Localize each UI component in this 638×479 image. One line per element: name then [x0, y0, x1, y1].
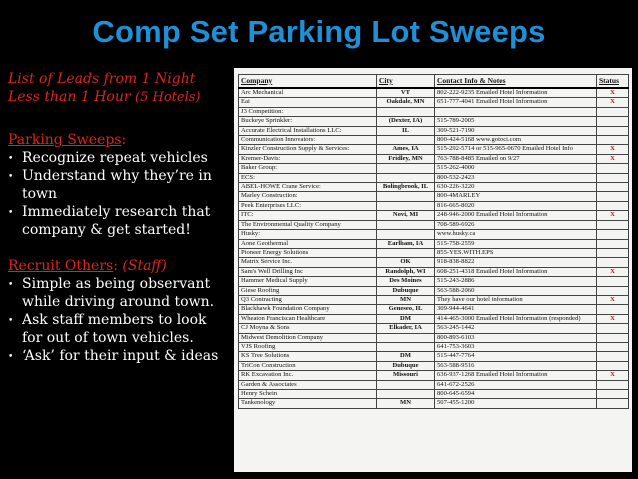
- table-cell-status: X: [597, 154, 629, 163]
- table-cell-status: [597, 164, 629, 173]
- table-cell-status: [597, 239, 629, 248]
- table-cell-company: CJ Moyna & Sons: [239, 324, 377, 333]
- sweeps-heading: Parking Sweeps:: [8, 132, 127, 148]
- table-cell-contact: 515-789-2005: [435, 117, 597, 126]
- table-header-row: [239, 75, 629, 89]
- table-cell-company: Blackhawk Foundation Company: [239, 305, 377, 314]
- leads-heading-line1: List of Leads from 1 Night: [8, 71, 196, 87]
- table-row: [239, 361, 629, 370]
- table-cell-status: [597, 230, 629, 239]
- table-cell-contact: 630-226-3220: [435, 183, 597, 192]
- table-cell-status: X: [597, 98, 629, 107]
- table-row: [239, 183, 629, 192]
- table-cell-contact: 515-292-5714 or 515-965-0670 Emailed Hotel Info: [435, 145, 597, 154]
- table-cell-status: X: [597, 267, 629, 276]
- bullet-item: • Ask staff members to look for out of town vehicles.: [8, 311, 230, 347]
- table-cell-city: [377, 333, 435, 342]
- table-cell-city: DM: [377, 352, 435, 361]
- table-cell-company: Peek Enterprises LLC:: [239, 201, 377, 210]
- bullet-item: • Immediately research that company & get started!: [8, 203, 230, 239]
- table-cell-status: [597, 220, 629, 229]
- table-cell-status: [597, 183, 629, 192]
- table-row: [239, 126, 629, 135]
- table-cell-company: Eai: [239, 98, 377, 107]
- table-cell-status: X: [597, 145, 629, 154]
- table-cell-company: ECS:: [239, 173, 377, 182]
- table-cell-status: [597, 136, 629, 145]
- table-cell-status: [597, 201, 629, 210]
- recruit-label: Recruit Others: [8, 258, 114, 274]
- table-cell-company: Baker Group:: [239, 164, 377, 173]
- table-cell-status: [597, 286, 629, 295]
- table-cell-status: [597, 248, 629, 257]
- table-cell-company: Henry Schein: [239, 390, 377, 399]
- table-cell-company: KS Tree Solutions: [239, 352, 377, 361]
- table-row: [239, 211, 629, 220]
- table-cell-status: [597, 324, 629, 333]
- table-cell-city: [377, 230, 435, 239]
- column-header: City: [377, 75, 435, 89]
- table-row: [239, 333, 629, 342]
- table-cell-contact: 800-532-2423: [435, 173, 597, 182]
- table-cell-contact: 800-645-6594: [435, 390, 597, 399]
- table-cell-contact: 641-753-3603: [435, 342, 597, 351]
- table-cell-company: Hammer Medical Supply: [239, 277, 377, 286]
- table-cell-city: MN: [377, 399, 435, 408]
- table-row: [239, 145, 629, 154]
- table-cell-company: Kinzler Construction Supply & Services:: [239, 145, 377, 154]
- table-cell-status: X: [597, 371, 629, 380]
- table-cell-status: [597, 380, 629, 389]
- table-cell-contact: 248-946-2000 Emailed Hotel Information: [435, 211, 597, 220]
- table-cell-status: X: [597, 314, 629, 323]
- table-row: [239, 342, 629, 351]
- table-cell-contact: 800-4MARLEY: [435, 192, 597, 201]
- table-cell-contact: 816-665-8020: [435, 201, 597, 210]
- table-cell-contact: 515-447-7764: [435, 352, 597, 361]
- table-row: [239, 192, 629, 201]
- table-cell-city: [377, 248, 435, 257]
- table-row: [239, 399, 629, 408]
- table-cell-company: Tankenology: [239, 399, 377, 408]
- leads-heading-paren: (5 Hotels): [135, 90, 201, 105]
- table-cell-status: [597, 361, 629, 370]
- table-cell-contact: 802-222-9235 Emailed Hotel Information: [435, 88, 597, 98]
- table-cell-contact: 855-YES.WITH.EPS: [435, 248, 597, 257]
- leads-document-image: [234, 68, 632, 472]
- table-row: [239, 267, 629, 276]
- column-header: Contact Info & Notes: [435, 75, 597, 89]
- recruit-heading: Recruit Others: (Staff): [8, 258, 167, 274]
- table-cell-city: IL: [377, 126, 435, 135]
- table-row: [239, 277, 629, 286]
- column-header: Company: [239, 75, 377, 89]
- table-cell-status: [597, 192, 629, 201]
- table-cell-company: Sam's Well Drilling Inc: [239, 267, 377, 276]
- leads-heading-line2: Less than 1 Hour (5 Hotels): [8, 89, 201, 105]
- table-cell-company: Communication Innovators:: [239, 136, 377, 145]
- table-cell-contact: 708-589-6926: [435, 220, 597, 229]
- table-cell-company: Aone Geothermal: [239, 239, 377, 248]
- table-row: [239, 117, 629, 126]
- table-cell-city: Missouri: [377, 371, 435, 380]
- table-row: [239, 324, 629, 333]
- table-cell-contact: 515-262-4000: [435, 164, 597, 173]
- bullet-item: • ‘Ask’ for their input & ideas: [8, 347, 230, 365]
- table-cell-city: [377, 192, 435, 201]
- bullet-item: • Recognize repeat vehicles: [8, 149, 230, 167]
- table-cell-contact: 515-243-2886: [435, 277, 597, 286]
- table-cell-company: Giese Roofing: [239, 286, 377, 295]
- table-cell-company: Accurate Electrical Installations LLC:: [239, 126, 377, 135]
- table-cell-company: VJS Roofing: [239, 342, 377, 351]
- table-cell-contact: 763-788-8485 Emailed on 9/27: [435, 154, 597, 163]
- table-cell-contact: 563-588-2060: [435, 286, 597, 295]
- table-cell-company: Midwest Demolition Company: [239, 333, 377, 342]
- table-cell-city: VT: [377, 88, 435, 98]
- table-row: [239, 107, 629, 116]
- table-cell-company: TriCon Construction: [239, 361, 377, 370]
- table-cell-city: Des Moines: [377, 277, 435, 286]
- table-cell-city: [377, 220, 435, 229]
- table-cell-city: Randolph, WI: [377, 267, 435, 276]
- table-cell-company: The Environmental Quality Company: [239, 220, 377, 229]
- table-row: [239, 314, 629, 323]
- table-cell-city: OK: [377, 258, 435, 267]
- table-row: [239, 380, 629, 389]
- table-cell-city: [377, 107, 435, 116]
- table-row: [239, 173, 629, 182]
- table-row: [239, 98, 629, 107]
- table-row: [239, 230, 629, 239]
- table-cell-company: ITC:: [239, 211, 377, 220]
- table-cell-city: [377, 380, 435, 389]
- table-cell-status: X: [597, 211, 629, 220]
- table-cell-status: [597, 399, 629, 408]
- table-cell-company: Garden & Associates: [239, 380, 377, 389]
- table-cell-city: [377, 164, 435, 173]
- table-row: [239, 295, 629, 304]
- table-row: [239, 136, 629, 145]
- table-row: [239, 352, 629, 361]
- table-cell-contact: 563-588-9516: [435, 361, 597, 370]
- table-cell-contact: 563-245-1442: [435, 324, 597, 333]
- sweeps-label: Parking Sweeps: [8, 132, 122, 148]
- leads-heading: [8, 70, 230, 107]
- table-row: [239, 286, 629, 295]
- table-cell-city: [377, 390, 435, 399]
- table-cell-company: Q3 Contracting: [239, 295, 377, 304]
- table-cell-status: [597, 390, 629, 399]
- table-cell-city: Fridley, MN: [377, 154, 435, 163]
- table-cell-city: [377, 136, 435, 145]
- table-cell-contact: 641-672-2526: [435, 380, 597, 389]
- table-row: [239, 258, 629, 267]
- leads-table: [238, 74, 629, 409]
- table-row: [239, 371, 629, 380]
- table-cell-city: Earlham, IA: [377, 239, 435, 248]
- table-cell-city: Geneseo, IL: [377, 305, 435, 314]
- table-cell-city: MN: [377, 295, 435, 304]
- table-row: [239, 154, 629, 163]
- table-cell-contact: 636-937-1268 Emailed Hotel Information: [435, 371, 597, 380]
- table-cell-contact: 800-893-6103: [435, 333, 597, 342]
- table-cell-company: Marley Construction:: [239, 192, 377, 201]
- table-row: [239, 305, 629, 314]
- column-header: Status: [597, 75, 629, 89]
- table-cell-company: RK Excavation Inc.: [239, 371, 377, 380]
- table-cell-city: [377, 342, 435, 351]
- table-cell-status: [597, 305, 629, 314]
- table-cell-contact: 309-521-7190: [435, 126, 597, 135]
- table-row: [239, 390, 629, 399]
- table-row: [239, 239, 629, 248]
- table-cell-company: Wheaton Franciscan Healthcare: [239, 314, 377, 323]
- table-cell-status: [597, 117, 629, 126]
- table-row: [239, 220, 629, 229]
- table-cell-city: Oakdale, MN: [377, 98, 435, 107]
- table-cell-status: [597, 342, 629, 351]
- left-text-panel: [8, 70, 230, 365]
- table-cell-status: [597, 333, 629, 342]
- table-cell-status: [597, 126, 629, 135]
- table-cell-status: [597, 107, 629, 116]
- table-cell-city: Elkader, IA: [377, 324, 435, 333]
- table-cell-company: J3 Competition:: [239, 107, 377, 116]
- table-cell-contact: 608-251-4318 Emailed Hotel Information: [435, 267, 597, 276]
- table-cell-city: DM: [377, 314, 435, 323]
- table-row: [239, 164, 629, 173]
- table-cell-company: Kremer-Davis:: [239, 154, 377, 163]
- table-cell-company: Matrix Service Inc.: [239, 258, 377, 267]
- table-cell-contact: 515-758-2559: [435, 239, 597, 248]
- table-cell-status: X: [597, 88, 629, 98]
- table-cell-city: [377, 173, 435, 182]
- table-cell-company: Husky:: [239, 230, 377, 239]
- table-row: [239, 88, 629, 98]
- table-cell-contact: They have our hotel information: [435, 295, 597, 304]
- table-cell-status: [597, 258, 629, 267]
- bullet-item: • Simple as being observant while driving around town.: [8, 275, 230, 311]
- table-cell-company: ABEL-HOWE Crane Service:: [239, 183, 377, 192]
- table-cell-contact: www.husky.ca: [435, 230, 597, 239]
- table-row: [239, 201, 629, 210]
- table-cell-company: Buckeye Sprinkler:: [239, 117, 377, 126]
- table-cell-status: [597, 352, 629, 361]
- table-row: [239, 248, 629, 257]
- table-cell-contact: 651-777-4041 Emailed Hotel Information: [435, 98, 597, 107]
- table-cell-contact: 507-455-1200: [435, 399, 597, 408]
- table-cell-city: Novi, MI: [377, 211, 435, 220]
- table-cell-status: [597, 277, 629, 286]
- table-cell-status: X: [597, 295, 629, 304]
- table-cell-company: Arc Mechanical: [239, 88, 377, 98]
- slide-title: Comp Set Parking Lot Sweeps: [92, 14, 546, 49]
- table-cell-contact: 918-838-8822: [435, 258, 597, 267]
- table-cell-company: Pioneer Energy Solutions: [239, 248, 377, 257]
- table-cell-city: Bolingbrook, IL: [377, 183, 435, 192]
- recruit-paren: (Staff): [122, 258, 167, 274]
- table-cell-status: [597, 173, 629, 182]
- recruit-bullet-list: [8, 275, 230, 365]
- table-cell-contact: [435, 107, 597, 116]
- table-cell-city: Dubuque: [377, 286, 435, 295]
- table-cell-city: (Dexter, IA): [377, 117, 435, 126]
- bullet-item: • Understand why they’re in town: [8, 167, 230, 203]
- table-cell-city: Ames, IA: [377, 145, 435, 154]
- sweeps-bullet-list: [8, 149, 230, 239]
- table-cell-contact: 800-424-5168 www.gotoci.com: [435, 136, 597, 145]
- table-cell-city: Dubuque: [377, 361, 435, 370]
- table-cell-contact: 414-465-3000 Emailed Hotel Information (responded): [435, 314, 597, 323]
- table-cell-city: [377, 201, 435, 210]
- table-cell-contact: 309-944-4641: [435, 305, 597, 314]
